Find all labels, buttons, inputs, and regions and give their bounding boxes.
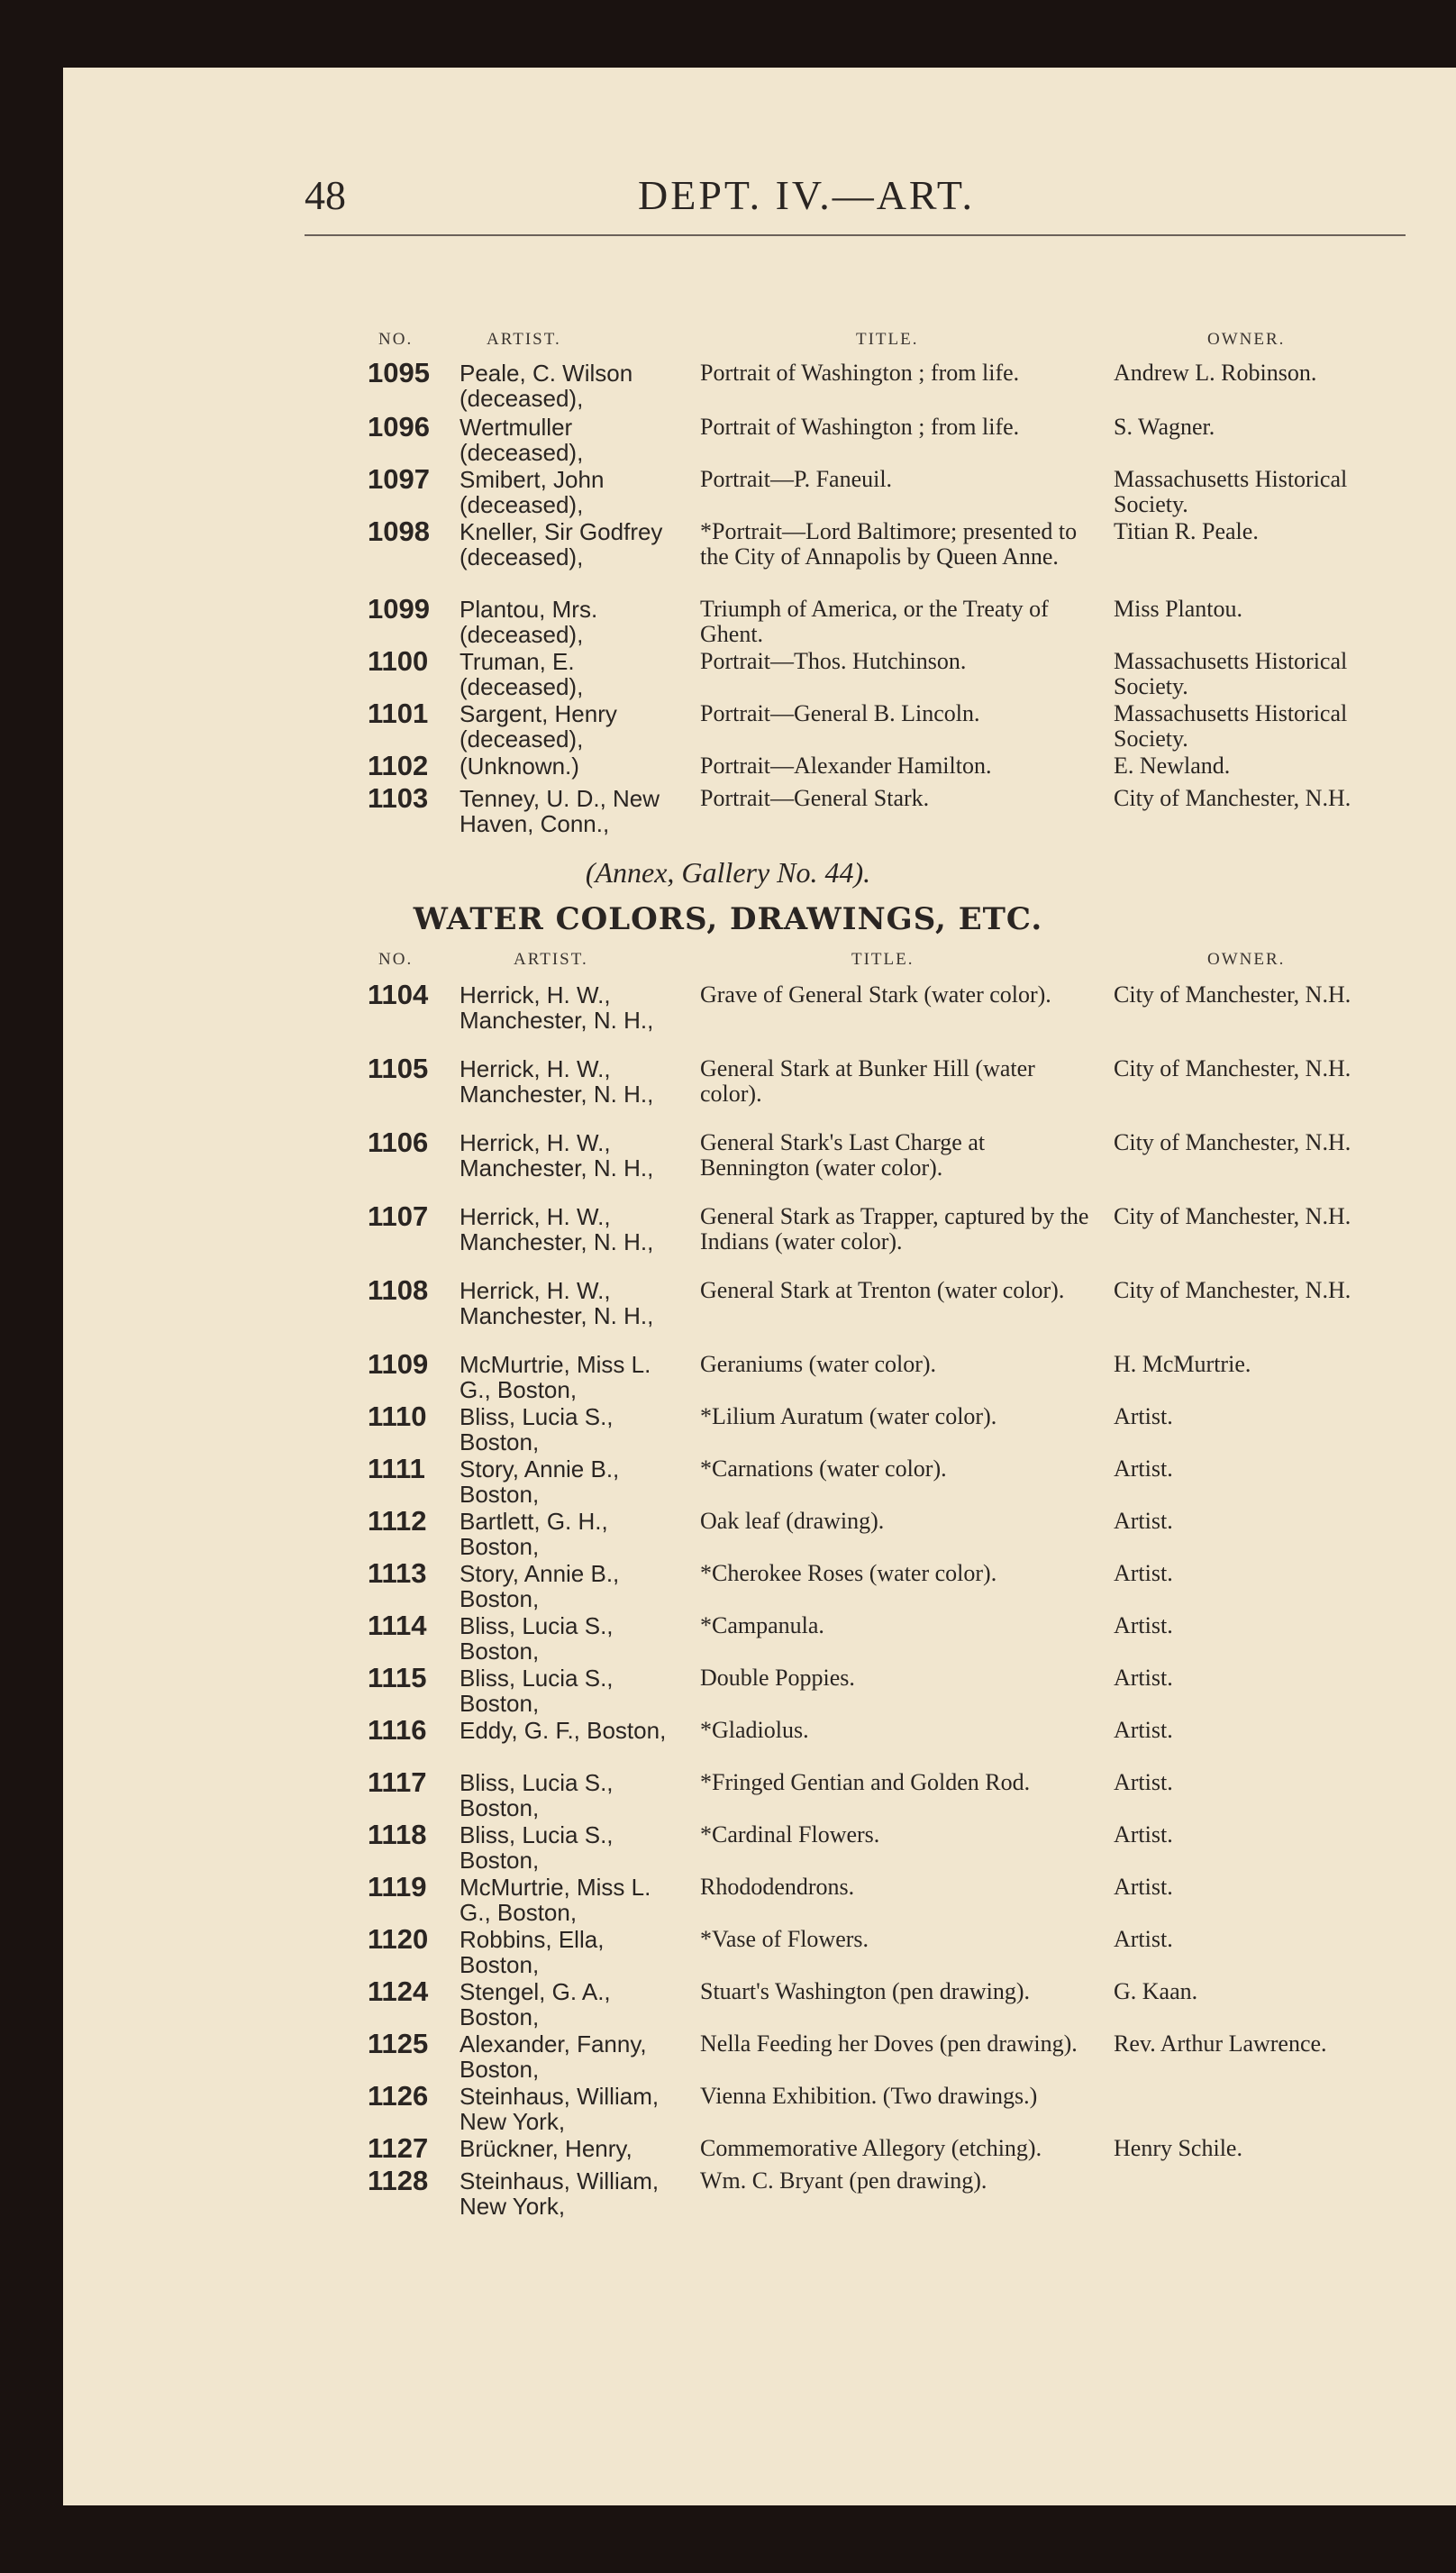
entry-number: 1101 (368, 698, 429, 729)
entry-owner: Artist. (1114, 1560, 1173, 1586)
entry-artist: Peale, C. Wilson (deceased), (460, 360, 633, 412)
entry-owner: Massachusetts Historical Society. (1114, 648, 1348, 699)
entry-title: *Portrait—Lord Baltimore; presented to the City of Annapolis by Queen Anne. (700, 518, 1078, 570)
entry-owner: Rev. Arthur Lawrence. (1114, 2030, 1327, 2057)
entry-owner: Artist. (1114, 1874, 1173, 1900)
entry-owner: E. Newland. (1114, 753, 1231, 779)
annex-note: (Annex, Gallery No. 44). (585, 856, 871, 889)
entry-owner: City of Manchester, N.H. (1114, 981, 1351, 1008)
entry-title: Portrait—Thos. Hutchinson. (700, 648, 967, 674)
col-header-owner: OWNER. (1207, 330, 1286, 349)
entry-artist: Herrick, H. W., Manchester, N. H., (460, 1129, 654, 1182)
entry-title: Triumph of America, or the Treaty of Ghent. (700, 596, 1049, 647)
entry-title: Grave of General Stark (water color). (700, 981, 1051, 1008)
entry-owner: Andrew L. Robinson. (1114, 360, 1317, 386)
entry-artist: McMurtrie, Miss L. G., Boston, (460, 1874, 651, 1926)
entry-number: 1107 (368, 1200, 429, 1232)
entry-artist: Truman, E. (deceased), (460, 648, 584, 700)
entry-owner: City of Manchester, N.H. (1114, 1129, 1351, 1155)
entry-number: 1108 (368, 1274, 429, 1306)
entry-title: Wm. C. Bryant (pen drawing). (700, 2167, 987, 2194)
entry-number: 1128 (368, 2165, 429, 2196)
entry-number: 1102 (368, 750, 429, 781)
entry-number: 1095 (368, 357, 430, 388)
entry-number: 1115 (368, 1662, 427, 1693)
entry-title: Nella Feeding her Doves (pen drawing). (700, 2030, 1078, 2057)
entry-number: 1104 (368, 979, 429, 1010)
entry-title: Geraniums (water color). (700, 1351, 937, 1377)
entry-number: 1119 (368, 1871, 427, 1902)
col-header-no: NO. (378, 330, 414, 349)
entry-number: 1110 (368, 1401, 427, 1432)
entry-title: Portrait of Washington ; from life. (700, 360, 1020, 386)
entry-title: *Cherokee Roses (water color). (700, 1560, 997, 1586)
entry-artist: Herrick, H. W., Manchester, N. H., (460, 1277, 654, 1329)
entry-artist: Bartlett, G. H., Boston, (460, 1508, 608, 1560)
entry-owner: G. Kaan. (1114, 1978, 1198, 2004)
entry-artist: Robbins, Ella, Boston, (460, 1926, 605, 1978)
col-header-owner-2: OWNER. (1207, 950, 1286, 969)
entry-owner: City of Manchester, N.H. (1114, 1055, 1351, 1081)
entry-number: 1120 (368, 1923, 429, 1955)
entry-owner: S. Wagner. (1114, 414, 1215, 440)
entry-number: 1098 (368, 516, 430, 547)
entry-artist: (Unknown.) (460, 753, 579, 780)
entry-artist: McMurtrie, Miss L. G., Boston, (460, 1351, 651, 1403)
entry-title: General Stark as Trapper, captured by the Indians (water color). (700, 1203, 1089, 1255)
entry-owner: Massachusetts Historical Society. (1114, 466, 1348, 517)
entry-artist: Steinhaus, William, New York, (460, 2167, 660, 2220)
entry-number: 1105 (368, 1053, 429, 1084)
entry-owner: Artist. (1114, 1665, 1173, 1691)
entry-title: General Stark at Bunker Hill (water color). (700, 1055, 1035, 1107)
entry-owner: Henry Schile. (1114, 2135, 1242, 2161)
entry-owner: City of Manchester, N.H. (1114, 785, 1351, 811)
entry-owner: Massachusetts Historical Society. (1114, 700, 1348, 752)
col-header-artist: ARTIST. (487, 330, 561, 349)
entry-number: 1103 (368, 782, 429, 814)
entry-owner: Artist. (1114, 1612, 1173, 1638)
entry-artist: Sargent, Henry (deceased), (460, 700, 617, 753)
entry-number: 1111 (368, 1453, 425, 1484)
entry-title: *Gladiolus. (700, 1717, 809, 1743)
entry-artist: Herrick, H. W., Manchester, N. H., (460, 1203, 654, 1255)
entry-title: *Vase of Flowers. (700, 1926, 869, 1952)
entry-number: 1126 (368, 2080, 429, 2112)
entry-artist: Story, Annie B., Boston, (460, 1560, 620, 1612)
entry-number: 1114 (368, 1610, 427, 1641)
entry-title: *Campanula. (700, 1612, 824, 1638)
header-rule (305, 234, 1406, 236)
entry-number: 1118 (368, 1819, 427, 1850)
entry-artist: Stengel, G. A., Boston, (460, 1978, 611, 2030)
entry-title: Double Poppies. (700, 1665, 855, 1691)
entry-number: 1112 (368, 1505, 427, 1537)
entry-number: 1124 (368, 1975, 429, 2007)
entry-number: 1125 (368, 2028, 429, 2059)
entry-owner: Artist. (1114, 1508, 1173, 1534)
entry-title: *Lilium Auratum (water color). (700, 1403, 997, 1429)
entry-title: Portrait—P. Faneuil. (700, 466, 893, 492)
entry-title: Commemorative Allegory (etching). (700, 2135, 1042, 2161)
entry-artist: Herrick, H. W., Manchester, N. H., (460, 1055, 654, 1108)
entry-title: Portrait of Washington ; from life. (700, 414, 1020, 440)
entry-number: 1117 (368, 1766, 427, 1798)
entry-title: Portrait—General Stark. (700, 785, 930, 811)
entry-number: 1100 (368, 645, 429, 677)
entry-owner: Miss Plantou. (1114, 596, 1243, 622)
entry-owner: Artist. (1114, 1926, 1173, 1952)
entry-title: Portrait—General B. Lincoln. (700, 700, 980, 726)
entry-owner: Artist. (1114, 1821, 1173, 1848)
col-header-title-2: TITLE. (851, 950, 915, 969)
entry-artist: Plantou, Mrs. (deceased), (460, 596, 598, 648)
entry-title: Oak leaf (drawing). (700, 1508, 885, 1534)
entry-number: 1109 (368, 1348, 429, 1380)
entry-owner: City of Manchester, N.H. (1114, 1203, 1351, 1229)
page-number: 48 (305, 172, 346, 218)
entry-number: 1096 (368, 411, 430, 443)
page-title: DEPT. IV.—ART. (638, 172, 976, 218)
entry-owner: Artist. (1114, 1769, 1173, 1795)
entry-artist: Smibert, John (deceased), (460, 466, 605, 518)
entry-artist: Steinhaus, William, New York, (460, 2083, 660, 2135)
entry-title: General Stark at Trenton (water color). (700, 1277, 1065, 1303)
entry-number: 1116 (368, 1714, 427, 1746)
col-header-title: TITLE. (856, 330, 919, 349)
section-title: WATER COLORS, DRAWINGS, ETC. (413, 901, 1043, 937)
entry-owner: Artist. (1114, 1717, 1173, 1743)
entry-owner: H. McMurtrie. (1114, 1351, 1251, 1377)
col-header-no-2: NO. (378, 950, 414, 969)
entry-artist: Bliss, Lucia S., Boston, (460, 1403, 614, 1455)
entry-title: Rhododendrons. (700, 1874, 855, 1900)
entry-title: Portrait—Alexander Hamilton. (700, 753, 992, 779)
entry-artist: Tenney, U. D., New Haven, Conn., (460, 785, 660, 837)
entry-title: *Cardinal Flowers. (700, 1821, 880, 1848)
entry-artist: Herrick, H. W., Manchester, N. H., (460, 981, 654, 1034)
entry-artist: Brückner, Henry, (460, 2135, 632, 2162)
entry-owner: Artist. (1114, 1455, 1173, 1482)
entry-artist: Bliss, Lucia S., Boston, (460, 1769, 614, 1821)
col-header-artist-2: ARTIST. (514, 950, 588, 969)
entry-artist: Bliss, Lucia S., Boston, (460, 1612, 614, 1665)
entry-title: *Fringed Gentian and Golden Rod. (700, 1769, 1031, 1795)
entry-title: Stuart's Washington (pen drawing). (700, 1978, 1031, 2004)
entry-title: General Stark's Last Charge at Bennington (water color). (700, 1129, 986, 1181)
entry-owner: City of Manchester, N.H. (1114, 1277, 1351, 1303)
entry-artist: Eddy, G. F., Boston, (460, 1717, 667, 1744)
entry-title: Vienna Exhibition. (Two drawings.) (700, 2083, 1038, 2109)
entry-number: 1106 (368, 1127, 429, 1158)
entry-number: 1097 (368, 463, 430, 495)
entry-artist: Bliss, Lucia S., Boston, (460, 1665, 614, 1717)
entry-number: 1099 (368, 593, 430, 625)
entry-artist: Wertmuller (deceased), (460, 414, 584, 466)
entry-artist: Story, Annie B., Boston, (460, 1455, 620, 1508)
page-header (305, 171, 1406, 216)
entry-owner: Titian R. Peale. (1114, 518, 1259, 544)
entry-artist: Kneller, Sir Godfrey (deceased), (460, 518, 663, 570)
entry-artist: Bliss, Lucia S., Boston, (460, 1821, 614, 1874)
entry-number: 1113 (368, 1557, 427, 1589)
entry-title: *Carnations (water color). (700, 1455, 947, 1482)
entry-number: 1127 (368, 2132, 429, 2164)
entry-artist: Alexander, Fanny, Boston, (460, 2030, 647, 2083)
entry-owner: Artist. (1114, 1403, 1173, 1429)
